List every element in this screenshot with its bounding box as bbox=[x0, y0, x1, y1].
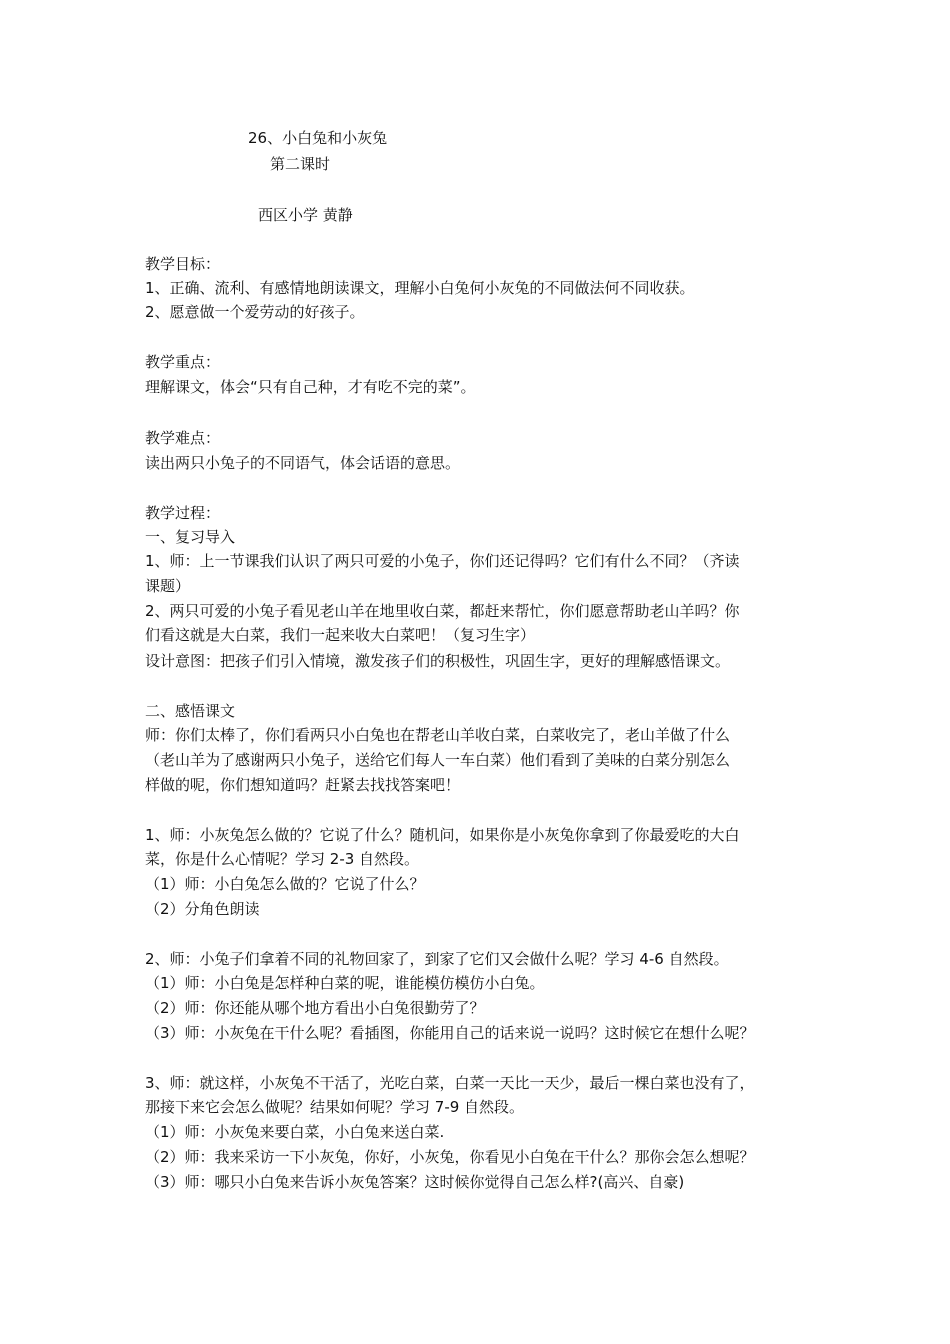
step1-line: （2）分角色朗读 bbox=[145, 900, 260, 918]
author-line: 西区小学 黄静 bbox=[258, 206, 353, 224]
step1-line: （1）师：小白兔怎么做的？它说了什么？ bbox=[145, 875, 425, 893]
step3-line: （2）师：我来采访一下小灰兔，你好，小灰兔，你看见小白兔在干什么？那你会怎么想呢？ bbox=[145, 1148, 755, 1166]
step2-line: （1）师：小白兔是怎样种白菜的呢，谁能模仿模仿小白兔。 bbox=[145, 974, 545, 992]
step2-line: （3）师：小灰兔在干什么呢？看插图，你能用自己的话来说一说吗？这时候它在想什么呢？ bbox=[145, 1024, 755, 1042]
part1-line: 们看这就是大白菜，我们一起来收大白菜吧！（复习生字） bbox=[145, 626, 536, 644]
step1-line: 菜，你是什么心情呢？学习 2-3 自然段。 bbox=[145, 850, 420, 868]
part2-intro-line: 样做的呢，你们想知道吗？赶紧去找找答案吧！ bbox=[145, 776, 461, 794]
part2-intro-line: 师：你们太棒了，你们看两只小白兔也在帮老山羊收白菜，白菜收完了，老山羊做了什么 bbox=[145, 726, 731, 744]
lesson-period: 第二课时 bbox=[270, 155, 331, 173]
step3-line: （1）师：小灰兔来要白菜，小白兔来送白菜. bbox=[145, 1123, 445, 1141]
lesson-title: 26、小白兔和小灰兔 bbox=[248, 129, 388, 147]
part1-heading: 一、复习导入 bbox=[145, 528, 236, 546]
step3-line: （3）师：哪只小白兔来告诉小灰兔答案？这时候你觉得自己怎么样?(高兴、自豪) bbox=[145, 1173, 685, 1191]
key-points-text: 理解课文，体会“只有自己种，才有吃不完的菜”。 bbox=[145, 378, 476, 396]
design-intent: 设计意图：把孩子们引入情境，激发孩子们的积极性，巩固生字，更好的理解感悟课文。 bbox=[145, 652, 731, 670]
part2-heading: 二、感悟课文 bbox=[145, 702, 236, 720]
part1-line: 2、两只可爱的小兔子看见老山羊在地里收白菜，都赶来帮忙，你们愿意帮助老山羊吗？你 bbox=[145, 602, 740, 620]
step3-line: 3、师：就这样，小灰兔不干活了，光吃白菜，白菜一天比一天少，最后一棵白菜也没有了， bbox=[145, 1074, 755, 1092]
step1-line: 1、师：小灰兔怎么做的？它说了什么？随机问，如果你是小灰兔你拿到了你最爱吃的大白 bbox=[145, 826, 740, 844]
part2-intro-line: （老山羊为了感谢两只小兔子，送给它们每人一车白菜）他们看到了美味的白菜分别怎么 bbox=[145, 751, 731, 769]
difficulties-text: 读出两只小兔子的不同语气，体会话语的意思。 bbox=[145, 454, 461, 472]
goal-item: 2、愿意做一个爱劳动的好孩子。 bbox=[145, 303, 365, 321]
step3-line: 那接下来它会怎么做呢？结果如何呢？学习 7-9 自然段。 bbox=[145, 1098, 525, 1116]
key-points-heading: 教学重点： bbox=[145, 353, 221, 371]
step2-line: 2、师：小兔子们拿着不同的礼物回家了，到家了它们又会做什么呢？学习 4-6 自然段。 bbox=[145, 950, 729, 968]
part1-line: 课题） bbox=[145, 577, 191, 595]
difficulties-heading: 教学难点： bbox=[145, 429, 221, 447]
step2-line: （2）师：你还能从哪个地方看出小白兔很勤劳了？ bbox=[145, 999, 485, 1017]
goals-heading: 教学目标： bbox=[145, 255, 221, 273]
part1-line: 1、师：上一节课我们认识了两只可爱的小兔子，你们还记得吗？它们有什么不同？（齐读 bbox=[145, 552, 740, 570]
goal-item: 1、正确、流利、有感情地朗读课文，理解小白兔何小灰兔的不同做法何不同收获。 bbox=[145, 279, 695, 297]
process-heading: 教学过程： bbox=[145, 504, 221, 522]
